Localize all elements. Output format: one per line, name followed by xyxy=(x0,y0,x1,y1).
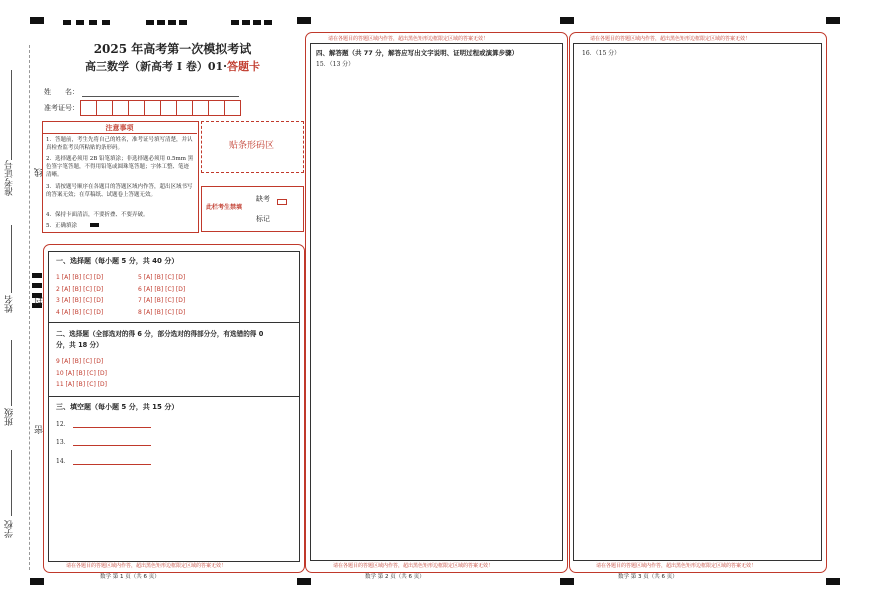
registration-mark xyxy=(560,578,574,585)
section-divider xyxy=(48,396,299,397)
warning-page3-top: 请在各题目的答题区域内作答，超出黑色矩形边框限定区域的答案无效！ xyxy=(590,36,751,42)
name-field[interactable] xyxy=(82,95,239,97)
side-label-name: 姓名 xyxy=(5,295,15,313)
section3-title: 三、填空题（每小题 5 分，共 15 分） xyxy=(56,403,179,411)
section2-title-line1: 二、选择题（全部选对的得 6 分，部分选对的得部分分，有选错的得 0 xyxy=(56,330,264,338)
registration-mark xyxy=(826,17,840,24)
warning-page2: 请在各题目的答题区域内作答，超出黑色矩形边框限定区域的答案无效！ xyxy=(333,563,494,569)
fill-blank-label: 12． xyxy=(56,421,70,428)
section2-col xyxy=(56,356,107,391)
notice-title: 注意事项 xyxy=(105,123,134,132)
footer-page3: 数学 第 3 页（共 6 页） xyxy=(618,574,678,580)
answer-area-page3[interactable] xyxy=(573,43,822,561)
side-mark xyxy=(32,283,42,288)
section2-title-line2: 分，共 18 分） xyxy=(56,341,103,349)
section4-title: 四、解答题（共 77 分，解答应写出文字说明、证明过程或演算步骤） xyxy=(316,49,519,57)
notice-item: 3．请按题号顺序在各题目的答题区域内作答，超出区域书写的答案无效；在草稿纸、试题卷上答题无效。 xyxy=(46,184,193,198)
section1-right-col xyxy=(138,272,185,318)
choice-row[interactable]: 7 [A] [B] [C] [D] xyxy=(138,297,186,304)
choice-row[interactable]: 6 [A] [B] [C] [D] xyxy=(138,285,186,293)
fill-blank-label: 13． xyxy=(56,439,70,446)
footer-page2: 数学 第 2 页（共 6 页） xyxy=(365,574,425,580)
exam-title: 2025 年高考第一次模拟考试 xyxy=(93,42,252,56)
fill-blank-12[interactable] xyxy=(56,419,151,428)
timing-marks xyxy=(231,20,273,25)
timing-marks xyxy=(63,20,113,25)
question-15-label: 15．（13 分） xyxy=(316,61,355,68)
side-underline xyxy=(11,70,12,160)
choice-row[interactable]: 8 [A] [B] [C] [D] xyxy=(138,308,186,316)
notice-item: 1．答题前，考生先将自己的姓名，准考证号填写清楚，并认真检查监考员所粘贴的条形码。 xyxy=(46,137,193,151)
side-label-school: 学校 xyxy=(5,520,15,538)
fill-blank-14[interactable] xyxy=(56,456,151,465)
fill-blank-line xyxy=(73,457,151,465)
choice-row[interactable]: 2 [A] [B] [C] [D] xyxy=(56,285,104,293)
choice-row[interactable]: 3 [A] [B] [C] [D] xyxy=(56,297,104,304)
choice-row[interactable]: 10 [A] [B] [C] [D] xyxy=(56,369,108,377)
fill-blank-13[interactable] xyxy=(56,437,151,446)
choice-row[interactable]: 11 [A] [B] [C] [D] xyxy=(56,381,108,388)
choice-row[interactable]: 5 [A] [B] [C] [D] xyxy=(138,274,186,281)
id-input-grid[interactable] xyxy=(80,100,241,116)
side-label-id: 准考证号 xyxy=(5,160,15,196)
side-label-class: 班级 xyxy=(5,408,15,426)
registration-mark xyxy=(30,17,44,24)
section-divider xyxy=(48,322,299,323)
question-16-label: 16．（15 分） xyxy=(582,50,621,57)
footer-page1: 数学 第 1 页（共 6 页） xyxy=(100,574,160,580)
fill-blank-line xyxy=(73,438,151,446)
choice-row[interactable]: 4 [A] [B] [C] [D] xyxy=(56,308,104,316)
side-underline xyxy=(11,225,12,293)
registration-mark xyxy=(826,578,840,585)
warning-page1: 请在各题目的答题区域内作答，超出黑色矩形边框限定区域的答案无效！ xyxy=(66,563,227,569)
binding-line xyxy=(29,45,30,570)
warning-page2-top: 请在各题目的答题区域内作答，超出黑色矩形边框限定区域的答案无效！ xyxy=(328,36,489,42)
side-seal-label: 封 xyxy=(35,297,45,306)
notice-item: 2．选择题必须用 2B 铅笔填涂；非选择题必须用 0.5mm 黑色签字笔答题，不得用铅笔或圆珠笔答题；字体工整、笔迹清晰。 xyxy=(46,156,194,178)
id-label: 准考证号： xyxy=(44,104,79,112)
subtitle-sep: · xyxy=(223,60,227,73)
answer-area-page2[interactable] xyxy=(310,43,563,561)
absent-mark-top: 缺考 xyxy=(256,195,270,203)
barcode-label: 贴条形码区 xyxy=(228,141,274,151)
side-mark xyxy=(32,273,42,278)
name-label: 姓 名： xyxy=(44,88,79,96)
notice-item: 5．正确填涂 xyxy=(46,223,77,229)
notice-item: 4．保持卡面清洁，不要折叠、不要弄破。 xyxy=(46,212,149,218)
notice-divider xyxy=(42,133,197,134)
warning-page3: 请在各题目的答题区域内作答，超出黑色矩形边框限定区域的答案无效！ xyxy=(596,563,757,569)
absent-mark-bottom: 标记 xyxy=(256,215,270,223)
registration-mark xyxy=(30,578,44,585)
side-underline xyxy=(11,340,12,406)
registration-mark xyxy=(297,17,311,24)
subtitle-main: 高三数学（新高考 I 卷）01 xyxy=(85,60,224,73)
filled-sample-mark xyxy=(90,223,99,227)
choice-row[interactable]: 9 [A] [B] [C] [D] xyxy=(56,358,104,365)
subtitle-red: 答题卡 xyxy=(226,60,260,73)
fill-blank-label: 14． xyxy=(56,458,70,465)
registration-mark xyxy=(297,578,311,585)
side-secret-label: 密 xyxy=(35,425,45,434)
absent-checkbox[interactable] xyxy=(277,199,287,205)
absent-label: 此栏考生禁填 xyxy=(206,204,243,211)
exam-subtitle xyxy=(70,58,275,74)
section1-title: 一、选择题（每小题 5 分，共 40 分） xyxy=(56,257,179,265)
side-line-label: 线 xyxy=(35,168,45,177)
registration-mark xyxy=(560,17,574,24)
choice-row[interactable]: 1 [A] [B] [C] [D] xyxy=(56,274,104,281)
side-underline xyxy=(11,450,12,516)
timing-marks xyxy=(146,20,188,25)
fill-blank-line xyxy=(73,420,151,428)
section1-left-col xyxy=(56,272,103,318)
